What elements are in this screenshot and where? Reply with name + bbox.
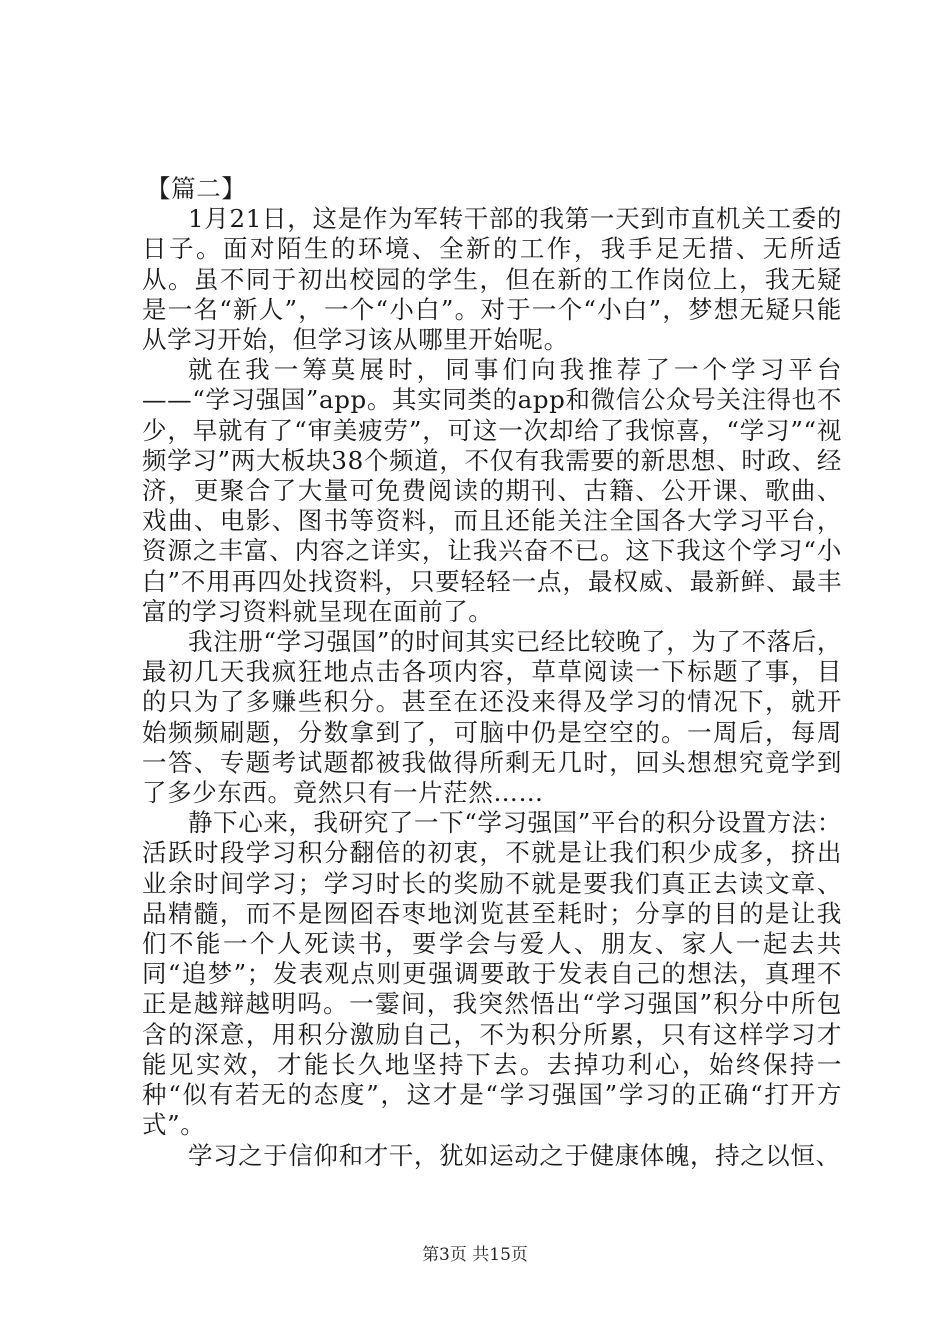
paragraph-3: 我注册“学习强国”的时间其实已经比较晚了，为了不落后，最初几天我疯狂地点击各项内容，草草阅读一下标题了事，目的只为了多赚些积分。甚至在还没来得及学习的情况下，就开始频频刷题，分数拿到了，可脑中仍是空空的。一周后，每周一答、专题考试题都被我做得所剩无几时，回头想想究竟学到了多少东西。竟然只有一片茫然…… (142, 627, 842, 808)
page-number-footer: 第3页 共15页 (422, 1245, 528, 1265)
paragraph-1: 1月21日，这是作为军转干部的我第一天到市直机关工委的日子。面对陌生的环境、全新的工作，我手足无措、无所适从。虽不同于初出校园的学生，但在新的工作岗位上，我无疑是一名“新人”，一个“小白”。对于一个“小白”，梦想无疑只能从学习开始，但学习该从哪里开始呢。 (142, 204, 842, 355)
document-body (142, 174, 842, 1171)
paragraph-5: 学习之于信仰和才干，犹如运动之于健康体魄，持之以恒、 (188, 1140, 841, 1170)
paragraph-4: 静下心来，我研究了一下“学习强国”平台的积分设置方法：活跃时段学习积分翻倍的初衷，不就是让我们积少成多，挤出业余时间学习；学习时长的奖励不就是要我们真正去读文章、品精髓，而不是囫囵吞枣地浏览甚至耗时；分享的目的是让我们不能一个人死读书，要学会与爱人、朋友、家人一起去共同“追梦”；发表观点则更强调要敢于发表自己的想法，真理不正是越辩越明吗。一霎间，我突然悟出“学习强国”积分中所包含的深意，用积分激励自己，不为积分所累，只有这样学习才能见实效，才能长久地坚持下去。去掉功利心，始终保持一种“似有若无的态度”，这才是“学习强国”学习的正确“打开方式”。 (142, 808, 842, 1140)
paragraph-2: 就在我一筹莫展时，同事们向我推荐了一个学习平台——“学习强国”app。其实同类的app和微信公众号关注得也不少，早就有了“审美疲劳”，可这一次却给了我惊喜，“学习”“视频学习”两大板块38个频道，不仅有我需要的新思想、时政、经济，更聚合了大量可免费阅读的期刊、古籍、公开课、歌曲、戏曲、电影、图书等资料，而且还能关注全国各大学习平台，资源之丰富、内容之详实，让我兴奋不已。这下我这个学习“小白”不用再四处找资料，只要轻轻一点，最权威、最新鲜、最丰富的学习资料就呈现在面前了。 (142, 355, 842, 626)
section-heading: 【篇二】 (146, 174, 247, 203)
